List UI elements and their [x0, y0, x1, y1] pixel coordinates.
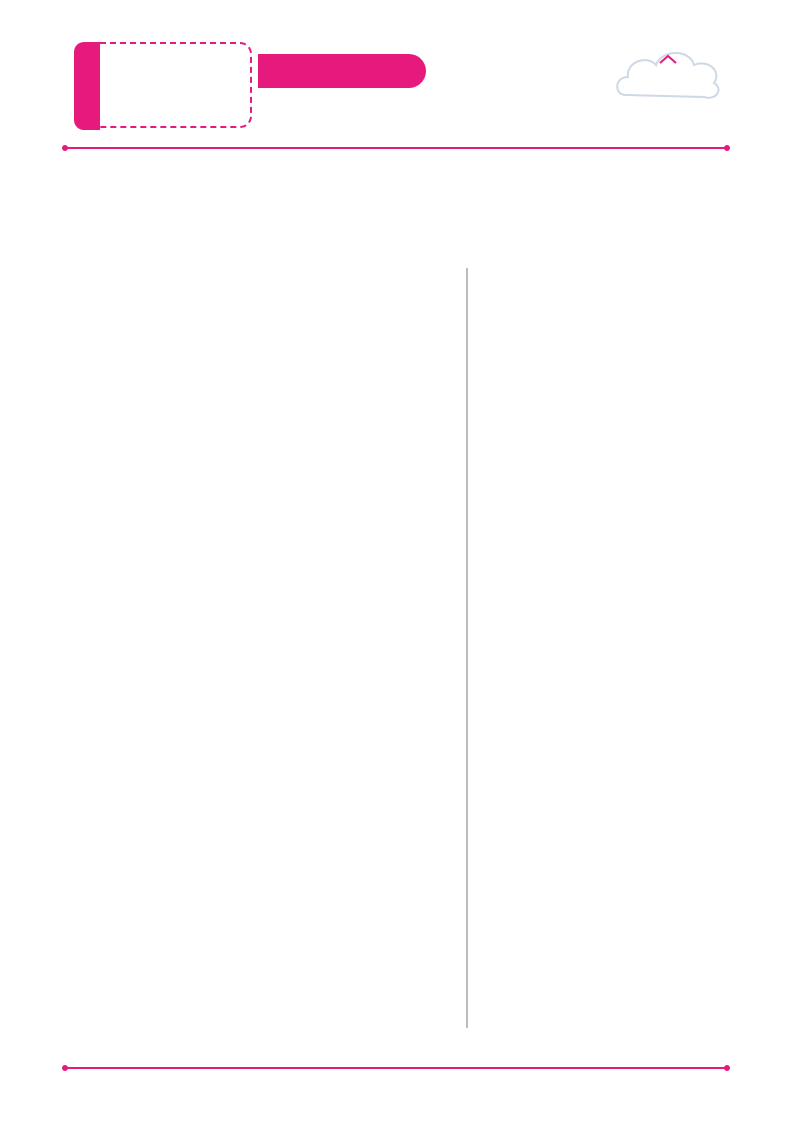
column-divider	[466, 268, 468, 1028]
subject-badge	[258, 54, 426, 88]
footer-dot-right	[724, 1065, 730, 1071]
publisher-logo	[612, 45, 724, 105]
grade-label	[74, 42, 100, 130]
header-rule	[66, 147, 726, 149]
footer-rule	[66, 1067, 726, 1069]
rule-dot-right	[724, 145, 730, 151]
title-box	[100, 42, 252, 128]
